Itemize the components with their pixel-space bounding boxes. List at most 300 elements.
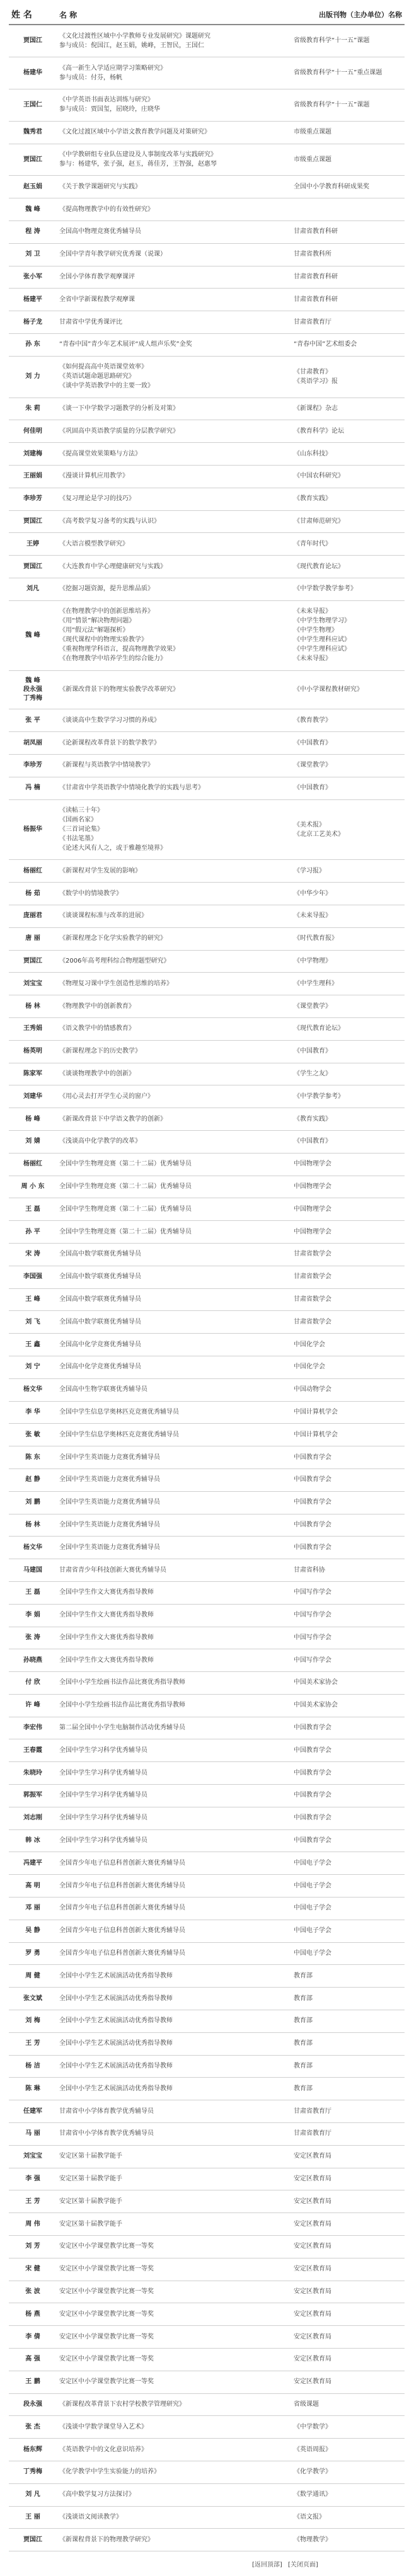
table-row xyxy=(9,1243,405,1266)
row-titles xyxy=(57,311,291,334)
table-row xyxy=(9,1017,405,1040)
row-name: 刘 宁 xyxy=(9,1356,57,1378)
row-source-line: 《中小学课程教材研究》 xyxy=(294,686,363,694)
row-titles xyxy=(57,2123,291,2146)
row-source-line: 教育部 xyxy=(294,2040,313,2047)
row-titles xyxy=(57,1559,291,1582)
row-title-line: 《高一新生入学适应期学习策略研究》 xyxy=(59,64,166,72)
row-source-line: 中国化学会 xyxy=(294,1363,325,1371)
row-sources xyxy=(291,1401,405,1424)
row-title-line: 《物理复习课中学生创造性思维的培养》 xyxy=(59,980,173,987)
table-row xyxy=(9,221,405,244)
row-source-line: 全国中小学教育科研成果奖 xyxy=(294,183,369,190)
row-sources xyxy=(291,2190,405,2213)
row-name: 丁秀梅 xyxy=(9,2461,57,2483)
row-source-line: 省级教育科学“十一五”课题 xyxy=(294,101,370,108)
row-titles xyxy=(57,1672,291,1695)
row-name: 朱 莉 xyxy=(9,398,57,420)
row-sources xyxy=(291,2529,405,2551)
row-source-line: 《山东科技》 xyxy=(294,450,331,457)
row-titles xyxy=(57,799,291,860)
table-row xyxy=(9,1785,405,1807)
row-sources xyxy=(291,1898,405,1920)
row-title-line: 全国高中数学联赛优秀辅导员 xyxy=(59,1251,141,1258)
table-row xyxy=(9,1942,405,1965)
row-source-line: 《课堂教学》 xyxy=(294,1002,331,1010)
row-sources xyxy=(291,2213,405,2236)
row-source-line: 《现代教育论坛》 xyxy=(294,1025,344,1033)
row-sources xyxy=(291,578,405,601)
row-title-line: 《书法笔墨》 xyxy=(59,835,97,842)
row-title-line: 全国中学青年教学研究优秀课（说课） xyxy=(59,251,166,258)
row-source-line: 《学习报》 xyxy=(294,867,325,874)
row-titles xyxy=(57,1491,291,1514)
row-source-line: 《新课程》杂志 xyxy=(294,405,338,413)
row-titles xyxy=(57,1514,291,1537)
row-titles xyxy=(57,2258,291,2281)
table-row xyxy=(9,1988,405,2010)
row-title-line: 安定区中小学课堂教学比赛一等奖 xyxy=(59,2356,154,2363)
row-sources xyxy=(291,777,405,799)
row-name: 胡凤丽 xyxy=(9,732,57,755)
row-title-line: 全国中小学生艺术展演活动优秀指导教师 xyxy=(59,2017,173,2025)
row-sources xyxy=(291,176,405,198)
row-name: 刘宝宝 xyxy=(9,973,57,995)
row-name: 马 丽 xyxy=(9,2123,57,2146)
row-sources xyxy=(291,1334,405,1356)
header-name: 姓 名 xyxy=(9,6,57,25)
row-name: 张文斌 xyxy=(9,1988,57,2010)
row-title-line: 全国中学生学习科学优秀辅导员 xyxy=(59,1792,147,1799)
row-title-line: 安定区第十届教学能手 xyxy=(59,2220,122,2228)
row-sources xyxy=(291,1176,405,1198)
row-title-line: 参与成员：倪国江，赵玉娟，姚峰，王智民，王国仁 xyxy=(59,42,204,49)
row-sources xyxy=(291,2032,405,2055)
row-source-line: 《美术报》 xyxy=(294,821,325,828)
table-row xyxy=(9,2055,405,2078)
row-title-line: 安定区中小学课堂教学比赛一等奖 xyxy=(59,2378,154,2386)
row-sources xyxy=(291,1063,405,1085)
row-source-line: 安定区教育局 xyxy=(294,2333,331,2340)
row-title-line: 《浅谈中学数学课堂导入艺术》 xyxy=(59,2423,147,2430)
row-name: 张 波 xyxy=(9,2281,57,2303)
row-name: 李 娟 xyxy=(9,1604,57,1627)
row-titles xyxy=(57,2078,291,2100)
table-row xyxy=(9,905,405,928)
row-source-line: 中国教育学会 xyxy=(294,1453,331,1461)
row-titles xyxy=(57,1446,291,1469)
row-titles xyxy=(57,1807,291,1829)
table-row xyxy=(9,334,405,357)
row-titles xyxy=(57,57,291,89)
row-source-line: 甘肃省教育厅 xyxy=(294,2130,331,2138)
row-sources xyxy=(291,950,405,973)
row-title-line: 《关于教学课题研究与实践》 xyxy=(59,183,141,190)
row-name: 贾国江 xyxy=(9,25,57,57)
table-row xyxy=(9,2393,405,2416)
row-titles xyxy=(57,176,291,198)
row-title-line: 全国中学生学习科学优秀辅导员 xyxy=(59,1814,147,1822)
row-name: 张小军 xyxy=(9,266,57,289)
table-row xyxy=(9,2371,405,2393)
row-title-line: 《文化过渡性区域中小学教师专业发展研究》课题研究 xyxy=(59,32,210,40)
table-row xyxy=(9,2506,405,2529)
table-row xyxy=(9,1537,405,1559)
row-title-line: 《中学教研组专业队伍建设及人事制度改革与实践研究》 xyxy=(59,151,217,159)
row-source-line: 甘肃省科协 xyxy=(294,1566,325,1574)
row-title-line: 甘肃省中小学体育教学优秀辅导员 xyxy=(59,2107,154,2115)
row-name: 邓 丽 xyxy=(9,1898,57,1920)
row-title-line: 全国中学生作文大赛优秀指导教师 xyxy=(59,1656,154,1664)
row-titles xyxy=(57,600,291,670)
row-source-line: 安定区教育局 xyxy=(294,2288,331,2295)
row-name: 刘 鹏 xyxy=(9,1491,57,1514)
row-source-line: 《中学生物理学习》 xyxy=(294,617,350,625)
row-source-line: 《中学生理科》 xyxy=(294,980,338,987)
row-title-line: 《语文教学中的情感教育》 xyxy=(59,1025,135,1033)
row-source-line: 《中国教育》 xyxy=(294,1138,331,1145)
row-title-line: 《甘肃省中学英语教学中情境化教学的实践与思考》 xyxy=(59,784,204,792)
row-name: 杨建平 xyxy=(9,289,57,311)
row-titles xyxy=(57,670,291,709)
row-name: 周 小 东 xyxy=(9,1176,57,1198)
table-row xyxy=(9,311,405,334)
table-row xyxy=(9,1965,405,1988)
row-source-line: 教育部 xyxy=(294,2085,313,2092)
row-sources xyxy=(291,2168,405,2190)
row-source-line: 《数学通讯》 xyxy=(294,2491,331,2499)
row-name: 杨 峰 xyxy=(9,1108,57,1131)
row-name: 王秀娟 xyxy=(9,1017,57,1040)
table-row xyxy=(9,2258,405,2281)
table-row xyxy=(9,1288,405,1311)
row-name: 陈 东 xyxy=(9,1446,57,1469)
row-name: 程 涛 xyxy=(9,221,57,244)
table-row xyxy=(9,488,405,510)
row-name: 张 杰 xyxy=(9,2416,57,2439)
row-sources xyxy=(291,2326,405,2349)
row-title-line: 《新课程背景下的物理教学研究》 xyxy=(59,2536,154,2543)
row-sources xyxy=(291,1491,405,1514)
row-name: 王丽娟 xyxy=(9,466,57,488)
row-sources xyxy=(291,600,405,670)
row-title-line: 《国画名家》 xyxy=(59,816,97,823)
row-sources xyxy=(291,2371,405,2393)
row-name: 杨 燕 xyxy=(9,2303,57,2326)
row-sources xyxy=(291,1378,405,1401)
table-row xyxy=(9,973,405,995)
table-row xyxy=(9,2190,405,2213)
row-titles xyxy=(57,2100,291,2123)
row-title-line: 《在物理教学中培养学生的综合能力》 xyxy=(59,655,166,663)
row-sources xyxy=(291,2303,405,2326)
row-title-line: 《三首词论集》 xyxy=(59,826,103,833)
row-name: 贾国江 xyxy=(9,2529,57,2551)
row-sources xyxy=(291,1108,405,1131)
row-sources xyxy=(291,2393,405,2416)
row-name: 冯建平 xyxy=(9,1852,57,1875)
table-row xyxy=(9,1311,405,1334)
row-titles xyxy=(57,905,291,928)
row-source-line: 省级教育科学“十一五”重点课题 xyxy=(294,69,382,77)
table-row xyxy=(9,995,405,1018)
row-name: 王 磊 xyxy=(9,1581,57,1604)
table-row xyxy=(9,2461,405,2483)
row-name: 王 鑫 xyxy=(9,1334,57,1356)
table-row xyxy=(9,2010,405,2033)
row-title-line: 安定区中小学课堂教学比赛一等奖 xyxy=(59,2310,154,2318)
table-row xyxy=(9,1627,405,1649)
row-title-line: 《谈谈物理教学中的创新》 xyxy=(59,1070,135,1077)
row-name: 陈 琳 xyxy=(9,2078,57,2100)
row-title-line: 甘肃省青少年科技创新大赛优秀辅导员 xyxy=(59,1566,166,1574)
row-source-line: 《中国教育》 xyxy=(294,1048,331,1055)
row-name: 周 健 xyxy=(9,1965,57,1988)
row-sources xyxy=(291,2416,405,2439)
row-titles xyxy=(57,1785,291,1807)
row-title-line: 《读帖三十年》 xyxy=(59,807,103,814)
row-name: 杨建华 xyxy=(9,57,57,89)
row-name: 朱晓玲 xyxy=(9,1762,57,1785)
row-name: 刘 凡 xyxy=(9,2483,57,2506)
close-page-link[interactable]: [关闭页面] xyxy=(288,2562,318,2568)
table-row xyxy=(9,1717,405,1739)
table-row xyxy=(9,1807,405,1829)
row-name: 王 芳 xyxy=(9,2032,57,2055)
row-name: 杨 茹 xyxy=(9,883,57,905)
row-titles xyxy=(57,2145,291,2168)
row-source-line: 安定区教育局 xyxy=(294,2197,331,2205)
table-row xyxy=(9,266,405,289)
back-to-top-link[interactable]: [返回顶部] xyxy=(252,2562,282,2568)
row-title-line: 安定区第十届教学能手 xyxy=(59,2175,122,2183)
row-titles xyxy=(57,2529,291,2551)
row-titles xyxy=(57,2190,291,2213)
row-titles xyxy=(57,2236,291,2258)
row-name: 赵玉娟 xyxy=(9,176,57,198)
table-row xyxy=(9,1040,405,1063)
row-titles xyxy=(57,1581,291,1604)
row-source-line: 《青年时代》 xyxy=(294,540,331,547)
row-title-line: 《浅谈高中化学教学的改革》 xyxy=(59,1138,141,1145)
table-row xyxy=(9,732,405,755)
row-sources xyxy=(291,670,405,709)
row-titles xyxy=(57,1085,291,1108)
table-row xyxy=(9,1852,405,1875)
row-title-line: 《论新课程改革背景下的数学教学》 xyxy=(59,739,160,747)
row-titles xyxy=(57,121,291,144)
row-title-line: 《文化过渡区域中小学语文教育教学问题及对策研究》 xyxy=(59,129,210,136)
row-source-line: 甘肃省教育科研 xyxy=(294,228,338,236)
table-row xyxy=(9,883,405,905)
row-name: 刘建华 xyxy=(9,1085,57,1108)
row-titles xyxy=(57,1920,291,1942)
row-name: 杨文华 xyxy=(9,1378,57,1401)
row-source-line: 安定区教育局 xyxy=(294,2153,331,2160)
table-row xyxy=(9,556,405,578)
row-source-line: 中国物理学会 xyxy=(294,1205,331,1213)
row-source-line: 中国写作学会 xyxy=(294,1656,331,1664)
row-source-line: 《中学数学教学参考》 xyxy=(294,585,357,593)
row-title-line: 《新课改背景下的物理实验教学改革研究》 xyxy=(59,686,179,694)
row-title-line: 全国中学生信息学奥林匹克竞赛优秀辅导员 xyxy=(59,1431,179,1438)
table-row xyxy=(9,176,405,198)
row-titles xyxy=(57,533,291,556)
row-name: 王 峰 xyxy=(9,1288,57,1311)
row-name: 杨 林 xyxy=(9,995,57,1018)
table-row xyxy=(9,1559,405,1582)
row-source-line: 安定区教育局 xyxy=(294,2378,331,2386)
row-title-line: 全国青少年电子信息科普创新大赛优秀辅导员 xyxy=(59,1904,185,1912)
row-source-line: 《中学数学》 xyxy=(294,2423,331,2430)
row-source-line: 甘肃省教育厅 xyxy=(294,2107,331,2115)
row-source-line: 市级重点课题 xyxy=(294,129,331,136)
row-titles xyxy=(57,2483,291,2506)
row-titles xyxy=(57,755,291,777)
row-sources xyxy=(291,1288,405,1311)
row-name: 郭振军 xyxy=(9,1785,57,1807)
row-title-line: 全国中小学生艺术展演活动优秀指导教师 xyxy=(59,2063,173,2070)
table-row xyxy=(9,1108,405,1131)
row-titles xyxy=(57,2349,291,2371)
row-title-line: 全国中学生学习科学优秀辅导员 xyxy=(59,1746,147,1754)
row-title-line: 全国中学生英语能力竞赛优秀辅导员 xyxy=(59,1453,160,1461)
row-titles xyxy=(57,1717,291,1739)
row-source-line: 甘肃省数学会 xyxy=(294,1295,331,1303)
row-name: 何佳明 xyxy=(9,420,57,443)
row-sources xyxy=(291,556,405,578)
row-name: 付 欣 xyxy=(9,1672,57,1695)
row-title-line: 《现代课程中的物理实验教学》 xyxy=(59,636,147,644)
row-sources xyxy=(291,2461,405,2483)
row-title-line: 《新课程与英语教学中情境教学》 xyxy=(59,762,154,769)
row-sources xyxy=(291,466,405,488)
row-title-line: 全国青少年电子信息科普创新大赛优秀辅导员 xyxy=(59,1950,185,1957)
row-sources xyxy=(291,1762,405,1785)
row-title-line: 《新课改背景下中学语文教学的创新》 xyxy=(59,1115,166,1123)
row-sources xyxy=(291,1672,405,1695)
row-sources xyxy=(291,221,405,244)
row-titles xyxy=(57,2371,291,2393)
row-title-line: 安定区中小学课堂教学比赛一等奖 xyxy=(59,2333,154,2340)
row-title-line: 全国中学生英语能力竞赛优秀辅导员 xyxy=(59,1499,160,1506)
header-source: 出版刊物（主办单位）名称 xyxy=(291,6,405,25)
row-sources xyxy=(291,1468,405,1491)
row-name: 贾国江 xyxy=(9,144,57,176)
row-sources xyxy=(291,1311,405,1334)
table-header-row xyxy=(9,6,405,25)
table-row xyxy=(9,1920,405,1942)
row-source-line: 中国教育学会 xyxy=(294,1476,331,1484)
row-source-line: 《中学生理科应试》 xyxy=(294,646,350,653)
row-sources xyxy=(291,1266,405,1288)
row-title-line: 《用心灵去打开学生心灵的窗户》 xyxy=(59,1092,154,1100)
row-name: 孙晓燕 xyxy=(9,1649,57,1672)
row-source-line: 安定区教育局 xyxy=(294,2175,331,2183)
table-row xyxy=(9,2483,405,2506)
row-name: 刘 芳 xyxy=(9,2236,57,2258)
table-row xyxy=(9,198,405,221)
row-title-line: 《2006年高考理科综合物理题型研究》 xyxy=(59,957,170,965)
row-name: 李珍芳 xyxy=(9,488,57,510)
table-row xyxy=(9,2529,405,2551)
row-source-line: 《中国农科研究》 xyxy=(294,472,344,480)
row-source-line: 《中国教育》 xyxy=(294,739,331,747)
table-row xyxy=(9,243,405,266)
table-row xyxy=(9,89,405,122)
row-title-line: 安定区中小学课堂教学比赛一等奖 xyxy=(59,2265,154,2273)
table-row xyxy=(9,398,405,420)
row-name: 王国仁 xyxy=(9,89,57,122)
row-title-line: 《谈谈课程标准与改革的进展》 xyxy=(59,912,147,920)
row-title-line: 全国青少年电子信息科普创新大赛优秀辅导员 xyxy=(59,1927,185,1935)
row-source-line: 甘肃省教科所 xyxy=(294,251,331,258)
row-sources xyxy=(291,2483,405,2506)
row-titles xyxy=(57,1243,291,1266)
row-sources xyxy=(291,2439,405,2461)
row-name: 高 强 xyxy=(9,2349,57,2371)
row-name: 李国强 xyxy=(9,1266,57,1288)
row-title-line: 参与成员：贾国玺，屈晓玲，庄晓华 xyxy=(59,106,160,113)
row-titles xyxy=(57,1762,291,1785)
row-sources xyxy=(291,1085,405,1108)
table-row xyxy=(9,2078,405,2100)
row-titles xyxy=(57,1378,291,1401)
row-titles xyxy=(57,995,291,1018)
row-sources xyxy=(291,1040,405,1063)
row-title-line: 《用“假元法”解题探析》 xyxy=(59,627,129,634)
table-row xyxy=(9,927,405,950)
row-title-line: 全国高中生物学联赛优秀辅导员 xyxy=(59,1386,147,1394)
row-source-line: 甘肃省教育厅 xyxy=(294,318,331,326)
row-source-line: 《英语学习》报 xyxy=(294,377,338,385)
row-name: 马建国 xyxy=(9,1559,57,1582)
row-source-line: 中国美术家协会 xyxy=(294,1679,338,1686)
table-row xyxy=(9,799,405,860)
row-name: 杨英明 xyxy=(9,1040,57,1063)
row-source-line: 安定区教育局 xyxy=(294,2265,331,2273)
row-sources xyxy=(291,1988,405,2010)
row-sources xyxy=(291,289,405,311)
row-name: 庞丽君 xyxy=(9,905,57,928)
row-titles xyxy=(57,1311,291,1334)
row-titles xyxy=(57,89,291,122)
row-title-line: 参与成员：付芬，杨帆 xyxy=(59,74,122,81)
row-titles xyxy=(57,1649,291,1672)
row-title-line: 《重视物理学科语言，提高物理教学效果》 xyxy=(59,646,179,653)
row-source-line: 《甘肃教育》 xyxy=(294,368,331,375)
row-titles xyxy=(57,221,291,244)
row-name: 张 敏 xyxy=(9,1424,57,1446)
row-title-line: 全国中小学生艺术展演活动优秀指导教师 xyxy=(59,2085,173,2092)
row-name: 刘 飞 xyxy=(9,1311,57,1334)
table-row xyxy=(9,1762,405,1785)
table-row xyxy=(9,1446,405,1469)
row-titles xyxy=(57,1017,291,1040)
row-titles xyxy=(57,466,291,488)
row-name: 杨东辉 xyxy=(9,2439,57,2461)
table-row xyxy=(9,578,405,601)
row-sources xyxy=(291,1604,405,1627)
table-row xyxy=(9,600,405,670)
row-titles xyxy=(57,488,291,510)
row-sources xyxy=(291,1017,405,1040)
row-sources xyxy=(291,860,405,883)
row-name: 刘宝宝 xyxy=(9,2145,57,2168)
row-source-line: 中国物理学会 xyxy=(294,1182,331,1190)
row-titles xyxy=(57,289,291,311)
table-row xyxy=(9,420,405,443)
